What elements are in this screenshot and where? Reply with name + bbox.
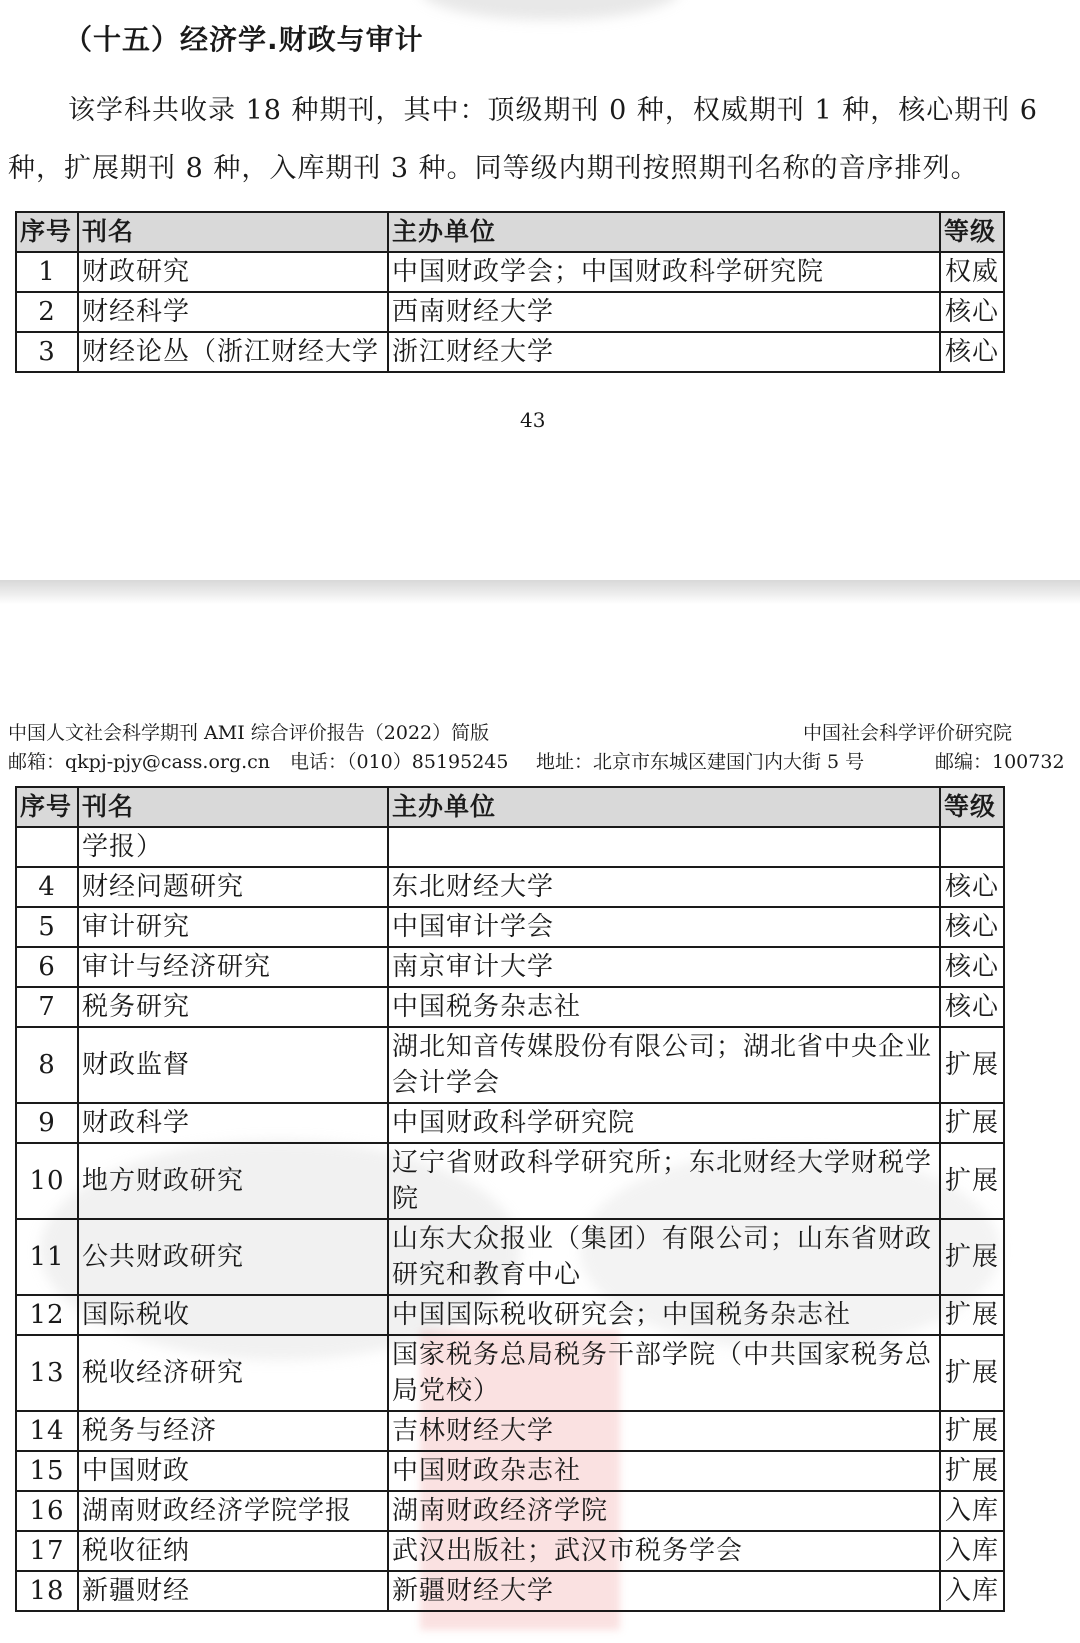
institute-name: 中国社会科学评价研究院 — [803, 722, 1013, 744]
table-row — [16, 1451, 1004, 1491]
journal-name: 新疆财经 — [78, 1571, 388, 1611]
level-badge: 入库 — [940, 1491, 1004, 1531]
table-row — [16, 867, 1004, 907]
table-row — [16, 1491, 1004, 1531]
col-header-level: 等级 — [940, 787, 1004, 827]
level-badge: 核心 — [940, 332, 1004, 372]
page-number: 43 — [520, 408, 546, 432]
intro-paragraph: 该学科共收录 18 种期刊，其中：顶级期刊 0 种，权威期刊 1 种，核心期刊 6 种，扩展期刊 8 种，入库期刊 3 种。同等级内期刊按照期刊名称的音序排列。 — [8, 95, 1038, 184]
row-number: 8 — [16, 1027, 78, 1103]
row-number: 5 — [16, 907, 78, 947]
table-row — [16, 1531, 1004, 1571]
row-number: 17 — [16, 1531, 78, 1571]
journal-name: 湖南财政经济学院学报 — [78, 1491, 388, 1531]
publisher: 辽宁省财政科学研究所；东北财经大学财税学院 — [388, 1143, 940, 1219]
row-number: 18 — [16, 1571, 78, 1611]
row-number: 11 — [16, 1219, 78, 1295]
contact-phone: 电话：（010）85195245 — [290, 751, 509, 773]
row-number: 2 — [16, 292, 78, 332]
publisher: 中国税务杂志社 — [388, 987, 940, 1027]
level-badge: 扩展 — [940, 1103, 1004, 1143]
row-number: 13 — [16, 1335, 78, 1411]
level-badge: 权威 — [940, 252, 1004, 292]
row-number: 16 — [16, 1491, 78, 1531]
publisher: 湖北知音传媒股份有限公司；湖北省中央企业会计学会 — [388, 1027, 940, 1103]
contact-postcode: 邮编：100732 — [935, 751, 1065, 773]
table-row — [16, 1143, 1004, 1219]
level-badge: 扩展 — [940, 1027, 1004, 1103]
journal-name: 审计研究 — [78, 907, 388, 947]
col-header-name: 刊名 — [78, 212, 388, 252]
publisher: 中国财政学会；中国财政科学研究院 — [388, 252, 940, 292]
journal-name: 审计与经济研究 — [78, 947, 388, 987]
level-badge: 扩展 — [940, 1295, 1004, 1335]
level-badge: 扩展 — [940, 1143, 1004, 1219]
row-number: 3 — [16, 332, 78, 372]
table-row — [16, 987, 1004, 1027]
row-number: 4 — [16, 867, 78, 907]
journal-name: 中国财政 — [78, 1451, 388, 1491]
table-row — [16, 1103, 1004, 1143]
table-row — [16, 332, 1004, 372]
row-number: 15 — [16, 1451, 78, 1491]
level-badge: 核心 — [940, 907, 1004, 947]
publisher: 浙江财经大学 — [388, 332, 940, 372]
journal-name: 税务研究 — [78, 987, 388, 1027]
table-row — [16, 827, 1004, 867]
journal-name: 财政研究 — [78, 252, 388, 292]
publisher: 南京审计大学 — [388, 947, 940, 987]
table-row — [16, 292, 1004, 332]
journal-name: 税收经济研究 — [78, 1335, 388, 1411]
journal-table-top — [15, 211, 1005, 373]
row-number: 1 — [16, 252, 78, 292]
table-row — [16, 907, 1004, 947]
journal-name: 国际税收 — [78, 1295, 388, 1335]
journal-name: 地方财政研究 — [78, 1143, 388, 1219]
level-badge: 入库 — [940, 1531, 1004, 1571]
level-badge: 核心 — [940, 292, 1004, 332]
table-row — [16, 1335, 1004, 1411]
level-badge: 核心 — [940, 867, 1004, 907]
table-header-row — [16, 787, 1004, 827]
document-page-top — [0, 0, 1080, 580]
table-row — [16, 252, 1004, 292]
table-row — [16, 1411, 1004, 1451]
row-number: 9 — [16, 1103, 78, 1143]
row-number: 6 — [16, 947, 78, 987]
publisher: 吉林财经大学 — [388, 1411, 940, 1451]
table-row — [16, 1219, 1004, 1295]
level-badge: 扩展 — [940, 1411, 1004, 1451]
col-header-org: 主办单位 — [388, 212, 940, 252]
table-row — [16, 947, 1004, 987]
publisher: 东北财经大学 — [388, 867, 940, 907]
table-row — [16, 1295, 1004, 1335]
journal-name: 财经问题研究 — [78, 867, 388, 907]
table-header-row — [16, 212, 1004, 252]
journal-name: 税务与经济 — [78, 1411, 388, 1451]
publisher: 中国财政科学研究院 — [388, 1103, 940, 1143]
row-number: 12 — [16, 1295, 78, 1335]
publisher: 西南财经大学 — [388, 292, 940, 332]
journal-name: 公共财政研究 — [78, 1219, 388, 1295]
contact-email: 邮箱：qkpj-pjy@cass.org.cn — [8, 751, 271, 773]
col-header-no: 序号 — [16, 212, 78, 252]
row-number: 14 — [16, 1411, 78, 1451]
level-badge — [940, 827, 1004, 867]
journal-name: 财政监督 — [78, 1027, 388, 1103]
publisher: 山东大众报业（集团）有限公司；山东省财政研究和教育中心 — [388, 1219, 940, 1295]
level-badge: 扩展 — [940, 1219, 1004, 1295]
report-title: 中国人文社会科学期刊 AMI 综合评价报告（2022）简版 — [8, 722, 490, 744]
section-title: （十五）经济学.财政与审计 — [64, 23, 424, 56]
publisher — [388, 827, 940, 867]
level-badge: 扩展 — [940, 1451, 1004, 1491]
table-row — [16, 1571, 1004, 1611]
journal-name: 财经论丛（浙江财经大学 — [78, 332, 388, 372]
table-body-bottom — [16, 827, 1004, 1611]
row-number — [16, 827, 78, 867]
level-badge: 核心 — [940, 947, 1004, 987]
journal-name: 学报） — [78, 827, 388, 867]
col-header-no: 序号 — [16, 787, 78, 827]
journal-name: 财政科学 — [78, 1103, 388, 1143]
publisher: 武汉出版社；武汉市税务学会 — [388, 1531, 940, 1571]
publisher: 中国财政杂志社 — [388, 1451, 940, 1491]
publisher: 中国国际税收研究会；中国税务杂志社 — [388, 1295, 940, 1335]
col-header-level: 等级 — [940, 212, 1004, 252]
publisher: 湖南财政经济学院 — [388, 1491, 940, 1531]
table-body-top — [16, 252, 1004, 372]
journal-name: 财经科学 — [78, 292, 388, 332]
page-separator — [0, 580, 1080, 604]
publisher: 国家税务总局税务干部学院（中共国家税务总局党校） — [388, 1335, 940, 1411]
publisher: 新疆财经大学 — [388, 1571, 940, 1611]
contact-address: 地址：北京市东城区建国门内大街 5 号 — [536, 751, 865, 773]
col-header-name: 刊名 — [78, 787, 388, 827]
level-badge: 扩展 — [940, 1335, 1004, 1411]
table-row — [16, 1027, 1004, 1103]
row-number: 7 — [16, 987, 78, 1027]
journal-name: 税收征纳 — [78, 1531, 388, 1571]
publisher: 中国审计学会 — [388, 907, 940, 947]
row-number: 10 — [16, 1143, 78, 1219]
level-badge: 核心 — [940, 987, 1004, 1027]
level-badge: 入库 — [940, 1571, 1004, 1611]
journal-table-bottom — [15, 786, 1005, 1612]
col-header-org: 主办单位 — [388, 787, 940, 827]
